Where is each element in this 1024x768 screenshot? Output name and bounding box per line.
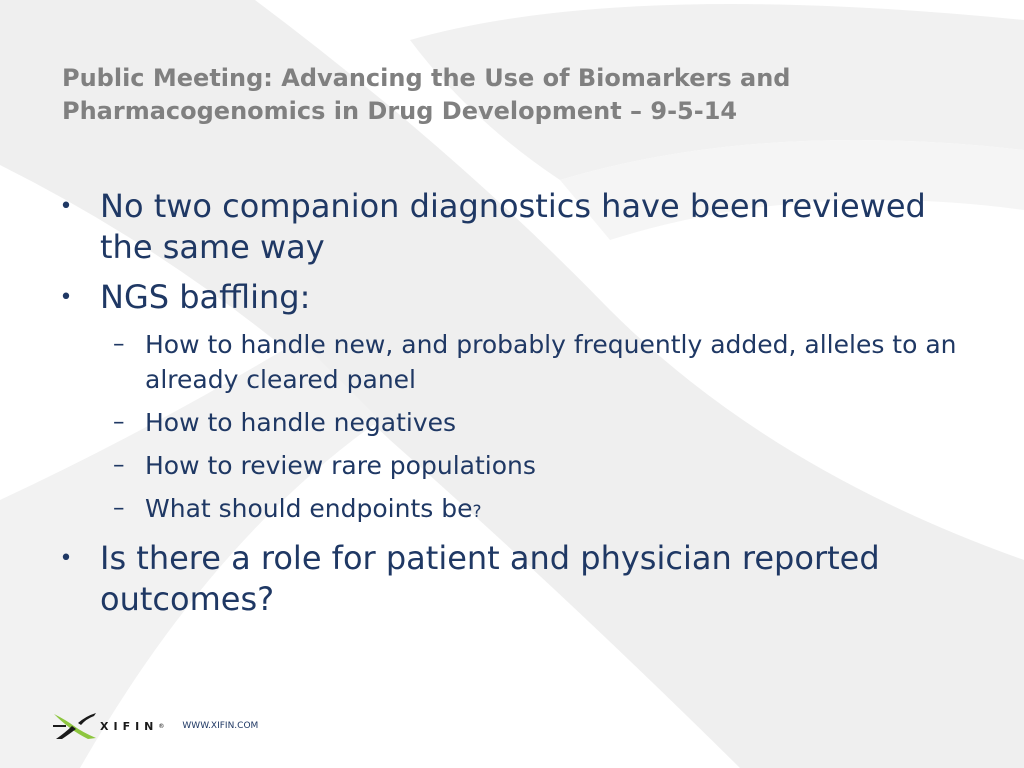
- bullet-text: NGS baffling:: [100, 278, 311, 316]
- bullet-marker: •: [59, 194, 73, 219]
- dash-marker: –: [113, 452, 125, 478]
- dash-marker: –: [113, 409, 125, 435]
- question-mark: ?: [472, 502, 482, 522]
- dash-marker: –: [113, 495, 125, 521]
- bullet-item: [56, 538, 976, 620]
- sub-bullet-item: [56, 448, 976, 483]
- registered-mark: ®: [158, 722, 165, 730]
- xifin-x-icon: [52, 712, 98, 740]
- sub-bullet-text: What should endpoints be: [145, 494, 473, 523]
- bullet-item: [56, 277, 976, 318]
- sub-bullet-item: [56, 327, 976, 397]
- bullet-list: [56, 186, 976, 629]
- bullet-text: No two companion diagnostics have been reviewed the same way: [100, 187, 926, 266]
- xifin-logo: [52, 712, 164, 740]
- dash-marker: –: [113, 331, 125, 357]
- website-url: WWW.XIFIN.COM: [182, 721, 259, 731]
- bullet-item: [56, 186, 976, 268]
- sub-bullet-item: [56, 405, 976, 440]
- bullet-marker: •: [59, 546, 73, 571]
- sub-bullet-text: How to handle new, and probably frequently added, alleles to an already cleared panel: [145, 330, 957, 394]
- sub-bullet-text: How to handle negatives: [145, 408, 457, 437]
- slide-title: Public Meeting: Advancing the Use of Biomarkers and Pharmacogenomics in Drug Development – 9-5-14: [62, 64, 791, 125]
- bullet-marker: •: [59, 285, 73, 310]
- sub-bullet-text: How to review rare populations: [145, 451, 536, 480]
- logo-wordmark: XIFIN: [100, 719, 159, 733]
- footer: [52, 711, 258, 741]
- bullet-text: Is there a role for patient and physician reported outcomes?: [100, 539, 880, 618]
- sub-bullet-item: [56, 491, 976, 530]
